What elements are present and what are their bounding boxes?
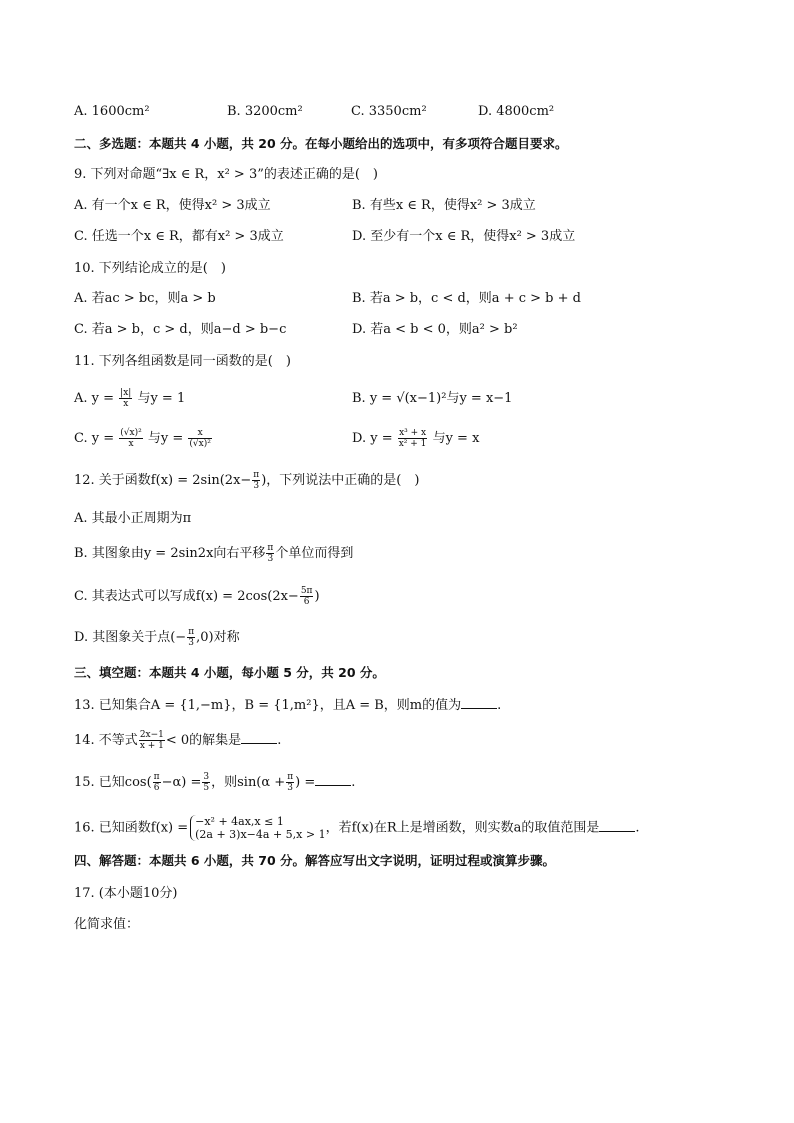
q11-d-prefix: D. y = bbox=[352, 431, 393, 446]
q12-d-fraction bbox=[187, 627, 195, 648]
q11-c-fraction-2 bbox=[188, 428, 211, 449]
q11-stem: 11. 下列各组函数是同一函数的是( ) bbox=[74, 354, 291, 369]
q11-d-numerator: x³ + x bbox=[399, 428, 427, 438]
q11-c-numerator-2: x bbox=[188, 428, 211, 439]
q9-option-a: A. 有一个x ∈ R，使得x² > 3成立 bbox=[74, 198, 271, 213]
q12-b-prefix: B. 其图象由y = 2sin2x向右平移 bbox=[74, 546, 266, 561]
q14-denominator: x + 1 bbox=[139, 741, 164, 751]
q12-stem-prefix: 12. 关于函数f(x) = 2sin(2x− bbox=[74, 473, 252, 488]
q14-answer-blank bbox=[241, 731, 277, 744]
q12-option-a: A. 其最小正周期为π bbox=[74, 511, 192, 526]
q12-c-fraction bbox=[300, 586, 314, 607]
q8-option-c: C. 3350cm² bbox=[351, 104, 427, 119]
q11-option-b: B. y = √(x−1)²与y = x−1 bbox=[352, 391, 513, 406]
q15: 15. 已知cos( $\frac{\pi}{6}$ −α) = $\frac{3}{5}$ ，则sin(α + $\frac{\pi}{3}$ ) = . bbox=[74, 772, 356, 793]
q12-stem-suffix: )，下列说法中正确的是( ) bbox=[261, 473, 420, 488]
q14-numerator: 2x−1 bbox=[139, 730, 164, 740]
q10-option-b: B. 若a > b，c < d，则a + c > b + d bbox=[352, 291, 581, 306]
q16-case-2: (2a + 3)x−4a + 5,x > 1 bbox=[195, 828, 326, 841]
q12-c-denominator: 6 bbox=[303, 597, 310, 607]
q9-option-c: C. 任选一个x ∈ R，都有x² > 3成立 bbox=[74, 229, 284, 244]
q12-c-suffix: ) bbox=[314, 589, 320, 604]
q8-option-a: A. 1600cm² bbox=[74, 104, 150, 119]
q14: 14. 不等式 $\frac{2x-1}{x + 1}$ < 0的解集是 . bbox=[74, 730, 282, 751]
q11-a-denominator: x bbox=[123, 399, 129, 409]
q13: 13. 已知集合A = {1,−m}，B = {1,m²}，且A = B，则m的值为 . bbox=[74, 698, 502, 713]
q15-denominator-3: 3 bbox=[287, 783, 294, 793]
q12-d-suffix: ,0)对称 bbox=[196, 630, 240, 645]
q15-fraction-3 bbox=[286, 772, 294, 793]
q8-option-d: D. 4800cm² bbox=[478, 104, 555, 119]
q11-a-prefix: A. y = bbox=[74, 391, 115, 406]
q12-option-b bbox=[74, 543, 353, 564]
q11-option-c bbox=[74, 428, 213, 449]
q16-piecewise-brace bbox=[190, 815, 325, 841]
q11-d-fraction bbox=[398, 428, 428, 449]
q12-stem bbox=[74, 470, 419, 491]
q9-option-b: B. 有些x ∈ R，使得x² > 3成立 bbox=[352, 198, 536, 213]
q14-suffix: < 0的解集是 bbox=[165, 733, 242, 748]
q11-a-suffix: 与y = 1 bbox=[137, 391, 186, 406]
section-heading-multiple-choice: 二、多选题：本题共 4 小题，共 20 分。在每小题给出的选项中，有多项符合题目要求。 bbox=[74, 136, 568, 151]
q15-numerator-3: π bbox=[287, 772, 294, 782]
q12-stem-denominator: 3 bbox=[253, 481, 260, 491]
q12-option-c bbox=[74, 586, 320, 607]
q15-fraction-2 bbox=[202, 772, 210, 793]
q12-c-prefix: C. 其表达式可以写成f(x) = 2cos(2x− bbox=[74, 589, 299, 604]
q11-c-denominator-2: (√x)² bbox=[189, 439, 211, 449]
q15-suffix: ) = bbox=[295, 775, 316, 790]
q11-c-denominator-1: x bbox=[128, 439, 134, 449]
q16-prefix: 16. 已知函数f(x) = bbox=[74, 820, 189, 836]
q15-mid-2: ，则sin(α + bbox=[211, 775, 286, 790]
q12-c-numerator: 5π bbox=[300, 586, 313, 596]
q16-case-1: −x² + 4ax,x ≤ 1 bbox=[195, 815, 284, 828]
q14-fraction bbox=[139, 730, 165, 751]
q15-mid-1: −α) = bbox=[161, 775, 202, 790]
q11-d-denominator: x² + 1 bbox=[398, 439, 427, 449]
q11-option-d bbox=[352, 428, 479, 449]
q11-c-numerator-1: (√x)² bbox=[120, 428, 142, 438]
q12-d-prefix: D. 其图象关于点(− bbox=[74, 630, 187, 645]
q13-answer-blank bbox=[461, 696, 497, 709]
section-heading-solutions: 四、解答题：本题共 6 小题，共 70 分。解答应写出文字说明，证明过程或演算步骤。 bbox=[74, 853, 556, 868]
q12-d-numerator: π bbox=[188, 627, 195, 637]
q16-answer-blank bbox=[599, 819, 635, 832]
q15-denominator-2: 5 bbox=[203, 783, 210, 793]
q11-a-fraction bbox=[119, 388, 132, 409]
q12-stem-fraction bbox=[252, 470, 260, 491]
q12-b-suffix: 个单位而得到 bbox=[275, 546, 354, 561]
q15-denominator-1: 6 bbox=[153, 783, 160, 793]
q9-option-d: D. 至少有一个x ∈ R，使得x² > 3成立 bbox=[352, 229, 576, 244]
q11-a-numerator: |x| bbox=[120, 388, 132, 398]
q15-fraction-1 bbox=[153, 772, 161, 793]
q10-option-a: A. 若ac > bc，则a > b bbox=[74, 291, 216, 306]
q12-option-d bbox=[74, 627, 240, 648]
q12-d-denominator: 3 bbox=[188, 638, 195, 648]
q11-option-a bbox=[74, 388, 185, 409]
q9-stem: 9. 下列对命题“∃x ∈ R，x² > 3”的表述正确的是( ) bbox=[74, 167, 379, 182]
q13-text: 13. 已知集合A = {1,−m}，B = {1,m²}，且A = B，则m的值为 bbox=[74, 698, 462, 713]
q11-d-suffix: 与y = x bbox=[432, 431, 480, 446]
q12-b-denominator: 3 bbox=[267, 554, 274, 564]
q15-prefix: 15. 已知cos( bbox=[74, 775, 152, 790]
q17-body: 化简求值： bbox=[74, 917, 140, 932]
q15-answer-blank bbox=[315, 773, 351, 786]
q12-stem-numerator: π bbox=[253, 470, 260, 480]
q14-prefix: 14. 不等式 bbox=[74, 733, 138, 748]
q11-c-prefix: C. y = bbox=[74, 431, 115, 446]
q8-option-b: B. 3200cm² bbox=[227, 104, 303, 119]
q15-numerator-1: π bbox=[153, 772, 160, 782]
q15-numerator-2: 3 bbox=[203, 772, 210, 782]
q10-option-d: D. 若a < b < 0，则a² > b² bbox=[352, 322, 518, 337]
q10-stem: 10. 下列结论成立的是( ) bbox=[74, 261, 226, 276]
section-heading-fill-in: 三、填空题：本题共 4 小题，每小题 5 分，共 20 分。 bbox=[74, 665, 385, 680]
q17-title: 17. (本小题10分) bbox=[74, 886, 178, 901]
q10-option-c: C. 若a > b，c > d，则a−d > b−c bbox=[74, 322, 287, 337]
q16-suffix: ，若f(x)在R上是增函数，则实数a的取值范围是 bbox=[325, 820, 600, 836]
q16: 16. 已知函数f(x) = −x² + 4ax,x ≤ 1 (2a + 3)x−4a + 5,x > 1 ，若f(x)在R上是增函数，则实数a的取值范围是 . bbox=[74, 815, 640, 841]
q11-c-fraction-1 bbox=[119, 428, 142, 449]
q11-c-mid: 与y = bbox=[147, 431, 184, 446]
q12-b-fraction bbox=[266, 543, 274, 564]
q12-b-numerator: π bbox=[267, 543, 274, 553]
